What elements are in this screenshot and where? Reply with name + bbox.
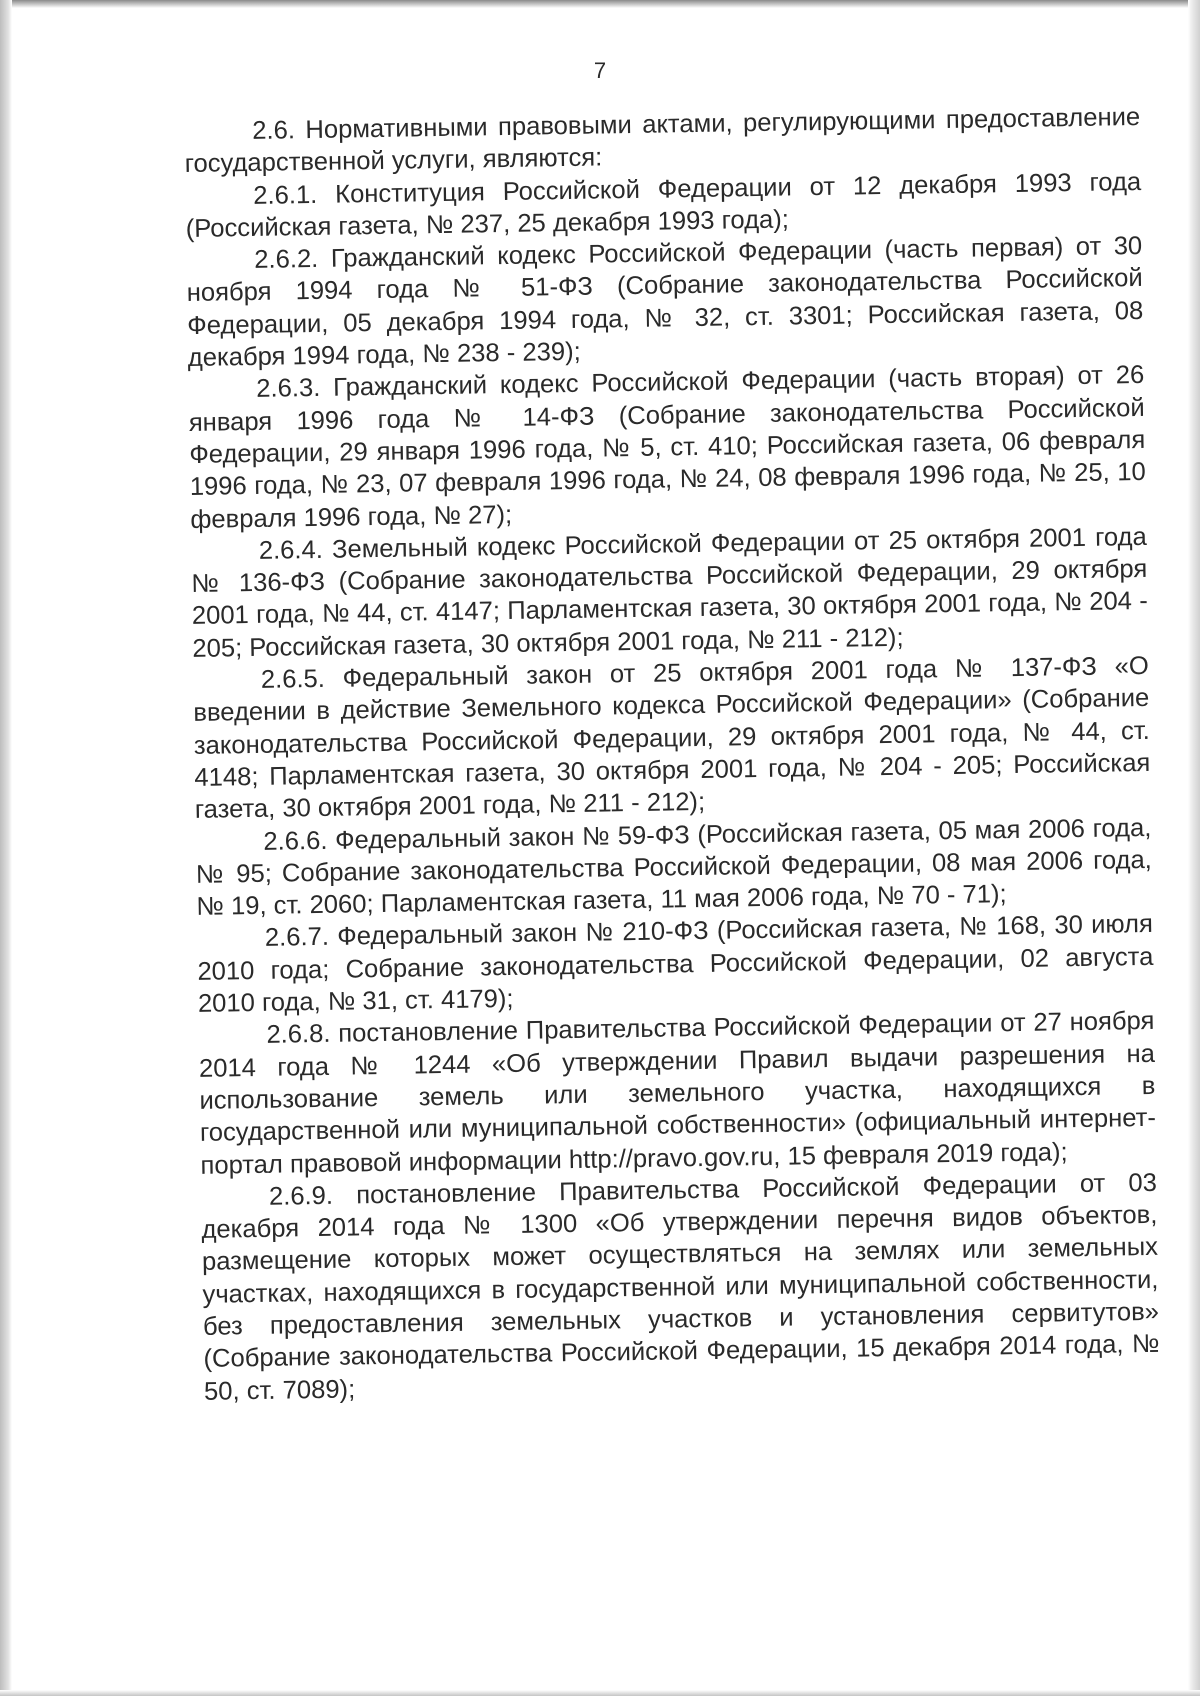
paragraph-2-6-5: 2.6.5. Федеральный закон от 25 октября 2001 года № 137-ФЗ «О введении в действие Земельного кодекса Российской Федерации» (Собрание законодательства Российской Федерации, 29 октября 2001 года, № 44, ст. 4148; Парламентская газета, 30 октября 2001 года, № 204 - 205; Российская газета, 30 октября 2001 года, № 211 - 212); <box>193 651 1151 825</box>
paragraph-2-6-1: 2.6.1. Конституция Российской Федерации от 12 декабря 1993 года (Российская газета, № 237, 25 декабря 1993 года); <box>185 167 1142 243</box>
scan-edge-left <box>0 0 12 1696</box>
scan-edge-bottom <box>0 1690 1200 1696</box>
paragraph-2-6-9: 2.6.9. постановление Правительства Российской Федерации от 03 декабря 2014 года № 1300 «Об утверждении перечня видов объектов, размещение которых может осуществляться на землях или земельных участках, находящихся в государственной или муниципальной собственности, без предоставления земельных участков и установления сервитутов» (Собрание законодательства Российской Федерации, 15 декабря 2014 года, № 50, ст. 7089); <box>201 1168 1160 1406</box>
document-body <box>184 101 1160 1408</box>
paragraph-2-6-6: 2.6.6. Федеральный закон № 59-ФЗ (Российская газета, 05 мая 2006 года, № 95; Собрание законодательства Российской Федерации, 08 мая 2006 года, № 19, ст. 2060; Парламентская газета, 11 мая 2006 года, № 70 - 71); <box>195 813 1153 922</box>
paragraph-2-6-4: 2.6.4. Земельный кодекс Российской Федерации от 25 октября 2001 года № 136-ФЗ (Собрание законодательства Российской Федерации, 29 октября 2001 года, № 44, ст. 4147; Парламентская газета, 30 октября 2001 года, № 204 - 205; Российская газета, 30 октября 2001 года, № 211 - 212); <box>191 522 1148 663</box>
scan-edge-right <box>1188 0 1200 1696</box>
paragraph-2-6-8: 2.6.8. постановление Правительства Российской Федерации от 27 ноября 2014 года № 1244 «Об утверждении Правил выдачи разрешения на использование земель или земельного участка, находящихся в государственной или муниципальной собственности» (официальный интернет-портал правовой информации http://pravo.gov.ru, 15 февраля 2019 года); <box>198 1007 1157 1180</box>
paragraph-2-6-3: 2.6.3. Гражданский кодекс Российской Федерации (часть вторая) от 26 января 1996 года № 14-ФЗ (Собрание законодательства Российской Федерации, 29 января 1996 года, № 5, ст. 410; Российская газета, 06 февраля 1996 года, № 23, 07 февраля 1996 года, № 24, 08 февраля 1996 года, № 25, 10 февраля 1996 года, № 27); <box>188 361 1146 534</box>
scan-edge-top <box>0 0 1200 8</box>
paragraph-2-6: 2.6. Нормативными правовыми актами, регулирующими предоставление государственной услуги, являются: <box>184 102 1141 179</box>
paragraph-2-6-7: 2.6.7. Федеральный закон № 210-ФЗ (Российская газета, № 168, 30 июля 2010 года; Собрание законодательства Российской Федерации, 02 августа 2010 года, № 31, ст. 4179); <box>197 910 1154 1018</box>
page-number: 7 <box>593 58 607 83</box>
paragraph-2-6-2: 2.6.2. Гражданский кодекс Российской Федерации (часть первая) от 30 ноября 1994 года № 51-ФЗ (Собрание законодательства Российской Федерации, 05 декабря 1994 года, № 32, ст. 3301; Российская газета, 08 декабря 1994 года, № 238 - 239); <box>186 232 1144 373</box>
